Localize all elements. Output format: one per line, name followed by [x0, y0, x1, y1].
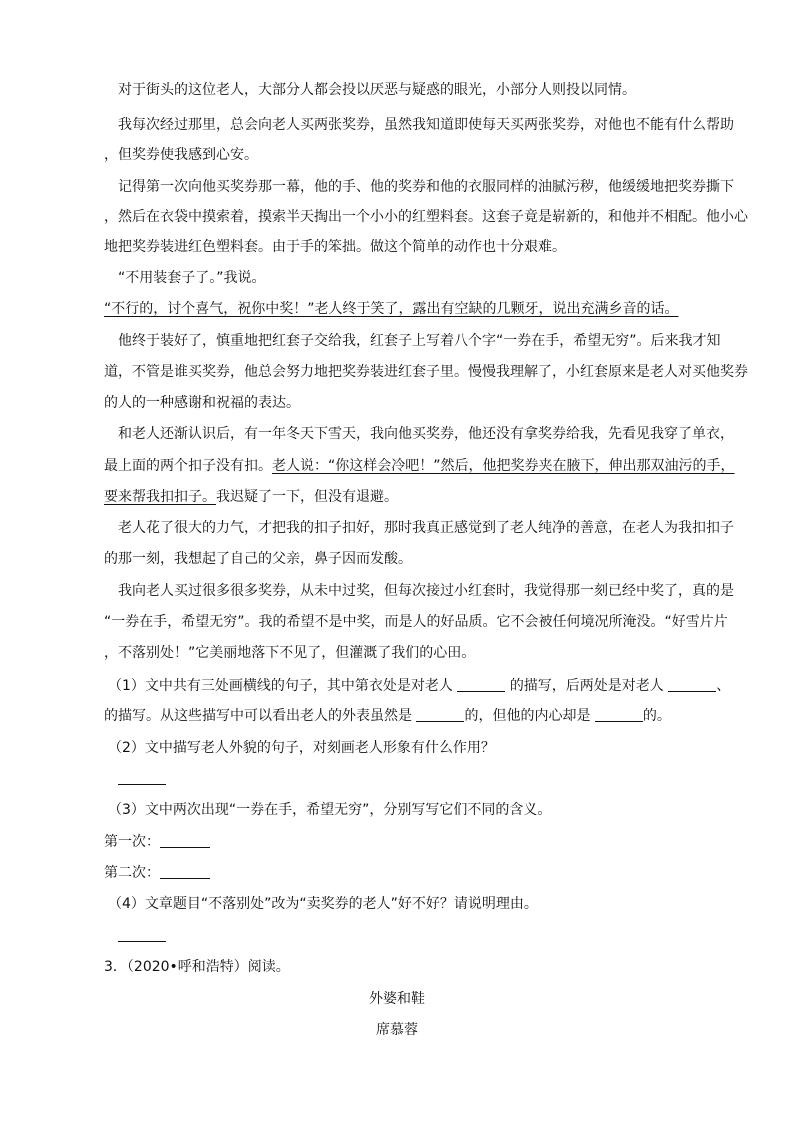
paragraph-2-line-1: 我每次经过那里，总会向老人买两张奖券，虽然我知道即使每天买两张奖券，对他也不能有什么帮助	[118, 117, 734, 133]
paragraph-9-line-1: 我向老人买过很多很多奖券，从未中过奖，但每次接过小红套时，我觉得那一刻已经中奖了，真的是	[118, 583, 734, 599]
paragraph-2-line-2: ，但奖券使我感到心安。	[104, 147, 258, 163]
question-1-text-c: 、	[716, 678, 731, 694]
paragraph-7-line-3-plain: 我迟疑了一下，但没有退避。	[216, 489, 398, 505]
answer-blank-4[interactable]	[595, 707, 643, 722]
answer-blank-3[interactable]	[416, 707, 464, 722]
question-2-answer-line	[118, 769, 166, 789]
question-2: （2）文中描写老人外貌的句子，对刻画老人形象有什么作用？	[108, 740, 495, 756]
paragraph-7-line-1: 和老人还渐认识后，有一年冬天下雪天，我向他买奖券，他还没有拿奖券给我，先看见我穿了单衣，	[118, 426, 734, 442]
paragraph-7-line-3	[104, 487, 398, 507]
question-1-text-b: 的描写，后两处是对老人	[509, 678, 664, 694]
question-1-text-f: 的。	[642, 708, 671, 724]
paragraph-6-line-1: 他终于装好了，慎重地把红套子交给我，红套子上写着八个字“一券在手，希望无穷”。后来我才知	[118, 333, 721, 349]
question-3-first-label: 第一次：	[104, 834, 160, 850]
answer-blank-2[interactable]	[668, 677, 716, 692]
paragraph-7-underlined-sentence-start: 老人说：“你这样会冷吧！”然后，他把奖券夹在腋下，伸出那双油污的手，	[272, 458, 735, 474]
paragraph-3-line-2: ，然后在衣袋中摸索着，摸索半天掏出一个小小的红塑料套。这套子竟是崭新的，和他并不相配。他小心	[104, 209, 748, 225]
question-3-first-line	[104, 832, 210, 852]
answer-blank-6[interactable]	[160, 833, 210, 848]
question-4: （4）文章题目“不落别处”改为“卖奖券的老人”好不好？请说明理由。	[108, 896, 538, 912]
paragraph-3-line-1: 记得第一次向他买奖券那一幕，他的手、他的奖券和他的衣服同样的油腻污秽，他缓缓地把奖券撕下	[118, 179, 734, 195]
question-3-second-line	[104, 863, 210, 883]
question-1-text-e: 的，但他的内心却是	[464, 708, 591, 724]
paragraph-8-line-1: 老人花了很大的力气，才把我的扣子扣好，那时我真正感觉到了老人纯净的善意，在老人为我扣扣子	[118, 520, 734, 536]
question-1-line-1	[108, 676, 730, 696]
article-title: 外婆和鞋	[369, 991, 425, 1007]
paragraph-9-line-2: “一券在手，希望无穷”。我的希望不是中奖，而是人的好品质。它不会被任何境况所淹没。“好雪片片	[104, 614, 728, 630]
section-3-heading: 3．（2020•呼和浩特）阅读。	[104, 959, 290, 975]
question-1-text-d: 的描写。从这些描写中可以看出老人的外表虽然是	[104, 708, 412, 724]
paragraph-4-line-1: “不用装套子了。”我说。	[118, 270, 266, 286]
paragraph-7-line-2-plain: 最上面的两个扣子没有扣。	[104, 458, 272, 474]
answer-blank-8[interactable]	[118, 927, 166, 942]
question-4-answer-line	[118, 926, 166, 946]
question-3: （3）文中两次出现“一券在手，希望无穷”，分别写写它们不同的含义。	[108, 802, 552, 818]
article-author: 席慕蓉	[376, 1022, 418, 1038]
answer-blank-7[interactable]	[160, 864, 210, 879]
paragraph-8-line-2: 的那一刻，我想起了自己的父亲，鼻子因而发酸。	[104, 551, 412, 567]
paragraph-5-underlined-line: “不行的，讨个喜气，祝你中奖！”老人终于笑了，露出有空缺的几颗牙，说出充满乡音的话。	[104, 301, 679, 317]
answer-blank-5[interactable]	[118, 770, 166, 785]
paragraph-9-line-3: ，不落别处！”它美丽地落下不见了，但灌溉了我们的心田。	[104, 645, 476, 661]
paragraph-1-line-1: 对于街头的这位老人，大部分人都会投以厌恶与疑惑的眼光，小部分人则投以同情。	[118, 82, 636, 98]
question-1-line-2	[104, 706, 671, 726]
answer-blank-1[interactable]	[457, 677, 505, 692]
paragraph-3-line-3: 地把奖券装进红色塑料套。由于手的笨拙。做这个简单的动作也十分艰难。	[104, 239, 566, 255]
paragraph-7-line-2	[104, 456, 735, 476]
question-1-text-a: （1）文中共有三处画横线的句子，其中第衣处是对老人	[108, 678, 453, 694]
paragraph-7-underlined-sentence-end: 要来帮我扣扣子。	[104, 489, 216, 505]
paragraph-6-line-3: 的人的一种感谢和祝福的表达。	[104, 395, 300, 411]
paragraph-6-line-2: 道，不管是谁买奖券，他总会努力地把奖券装进红套子里。慢慢我理解了，小红套原来是老人对买他奖券	[104, 364, 748, 380]
question-3-second-label: 第二次：	[104, 865, 160, 881]
